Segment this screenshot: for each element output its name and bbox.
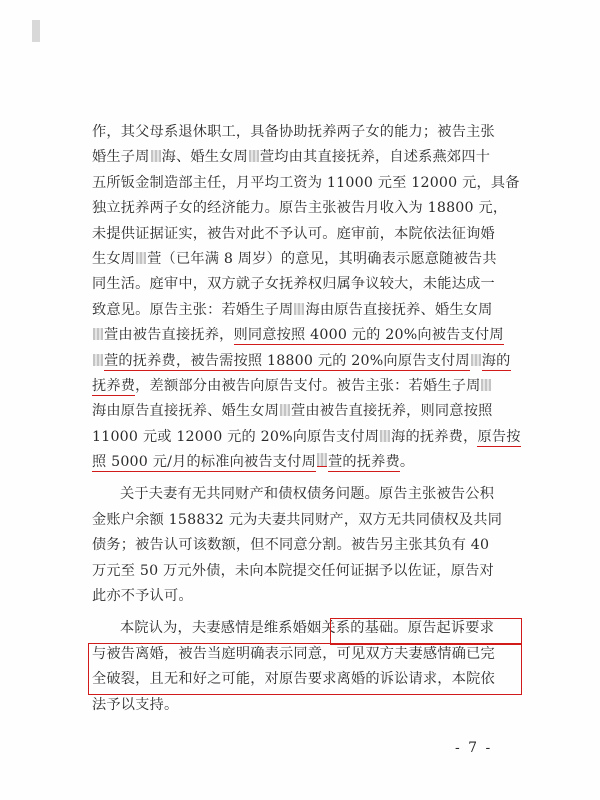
text-line: 萱由被告直接抚养，则同意按照 4000 元的 20%向被告支付周 (92, 323, 512, 348)
underlined-text: 被告需按照 18800 元的 20%向原告支付周 (190, 352, 470, 369)
underlined-text: 则同意按照 4000 元的 20%向被告支付周 (233, 327, 504, 344)
judgment-text (92, 120, 521, 718)
text-line (92, 349, 512, 374)
text-line: 此亦不予认可。 (92, 588, 193, 605)
text-line: 11000 元或 12000 元的 20%向原告支付周 海的抚养费，原告按 (92, 428, 521, 445)
text-line: 婚生子周 海、婚生女周 萱均由其直接抚养，自述系燕郊四十 (92, 149, 491, 166)
binding-mark (32, 20, 40, 42)
underlined-text: 照 5000 元/月的标准向被告支付周 (92, 454, 316, 471)
text-line: 致意见。原告主张：若婚生子周 海由原告直接抚养、婚生女周 (92, 301, 493, 318)
underlined-text: 萱的抚养费， (104, 352, 191, 369)
text-line: 未提供证据证实，被告对此不予认可。庭审前，本院依法征询婚 (92, 225, 495, 242)
redaction-icon (294, 303, 304, 315)
text-line: 万元至 50 万元外债，未向本院提交任何证据予以佐证，原告对 (92, 562, 494, 579)
text-line: 生女周 萱（已年满 8 周岁）的意见，其明确表示愿意随被告共 (92, 250, 497, 267)
underlined-text: 抚养费 (92, 377, 136, 394)
text-line: 海由原告直接抚养、婚生女周 萱由被告直接抚养，则同意按照 (92, 403, 493, 420)
text-line: 与被告离婚，被告当庭明确表示同意，可见双方夫妻感情确已完 (92, 645, 495, 662)
text-line: 独立抚养两子女的经济能力。原告主张被告月收入为 18800 元， (92, 200, 508, 217)
text-line: 本院认为，夫妻感情是维系婚姻关系的基础。原告起诉要求 (120, 620, 495, 637)
text-line: 法予以支持。 (92, 696, 179, 713)
redaction-icon (317, 453, 327, 467)
redaction-icon (280, 404, 290, 416)
text-line: 关于夫妻有无共同财产和债权债务问题。原告主张被告公积 (120, 486, 495, 503)
redaction-icon (93, 354, 103, 366)
underlined-text: 萱的抚养费 (327, 454, 400, 471)
text-line: 抚养费，差额部分由被告向原告支付。被告主张：若婚生子周 (92, 374, 512, 399)
text-line: 全破裂，且无和好之可能，对原告要求离婚的诉讼请求，本院依 (92, 671, 495, 688)
underlined-text: 原告按 (477, 428, 521, 445)
text-line: 照 5000 元/月的标准向被告支付周 萱的抚养费。 (92, 454, 415, 471)
redaction-icon (151, 150, 161, 162)
redaction-icon (136, 252, 146, 264)
text-line: 作，其父母系退休职工，具备协助抚养两子女的能力；被告主张 (92, 124, 495, 140)
redaction-icon (249, 150, 259, 162)
text-line: 债务；被告认可该数额，但不同意分割。被告另主张其负有 40 (92, 537, 490, 554)
redaction-icon (93, 328, 103, 340)
text-line: 五所钣金制造部主任，月平均工资为 11000 元至 12000 元，具备 (92, 174, 520, 191)
redaction-icon (380, 430, 390, 442)
underlined-text: 海的 (481, 352, 511, 369)
redaction-icon (481, 379, 491, 391)
text-line: 同生活。庭审中，双方就子女抚养权归属争议较大，未能达成一 (92, 276, 495, 293)
text-line: 金账户余额 158832 元为夫妻共同财产，双方无共同债权及共同 (92, 511, 503, 528)
page-number: - 7 - (455, 740, 493, 756)
redaction-icon (471, 354, 481, 366)
